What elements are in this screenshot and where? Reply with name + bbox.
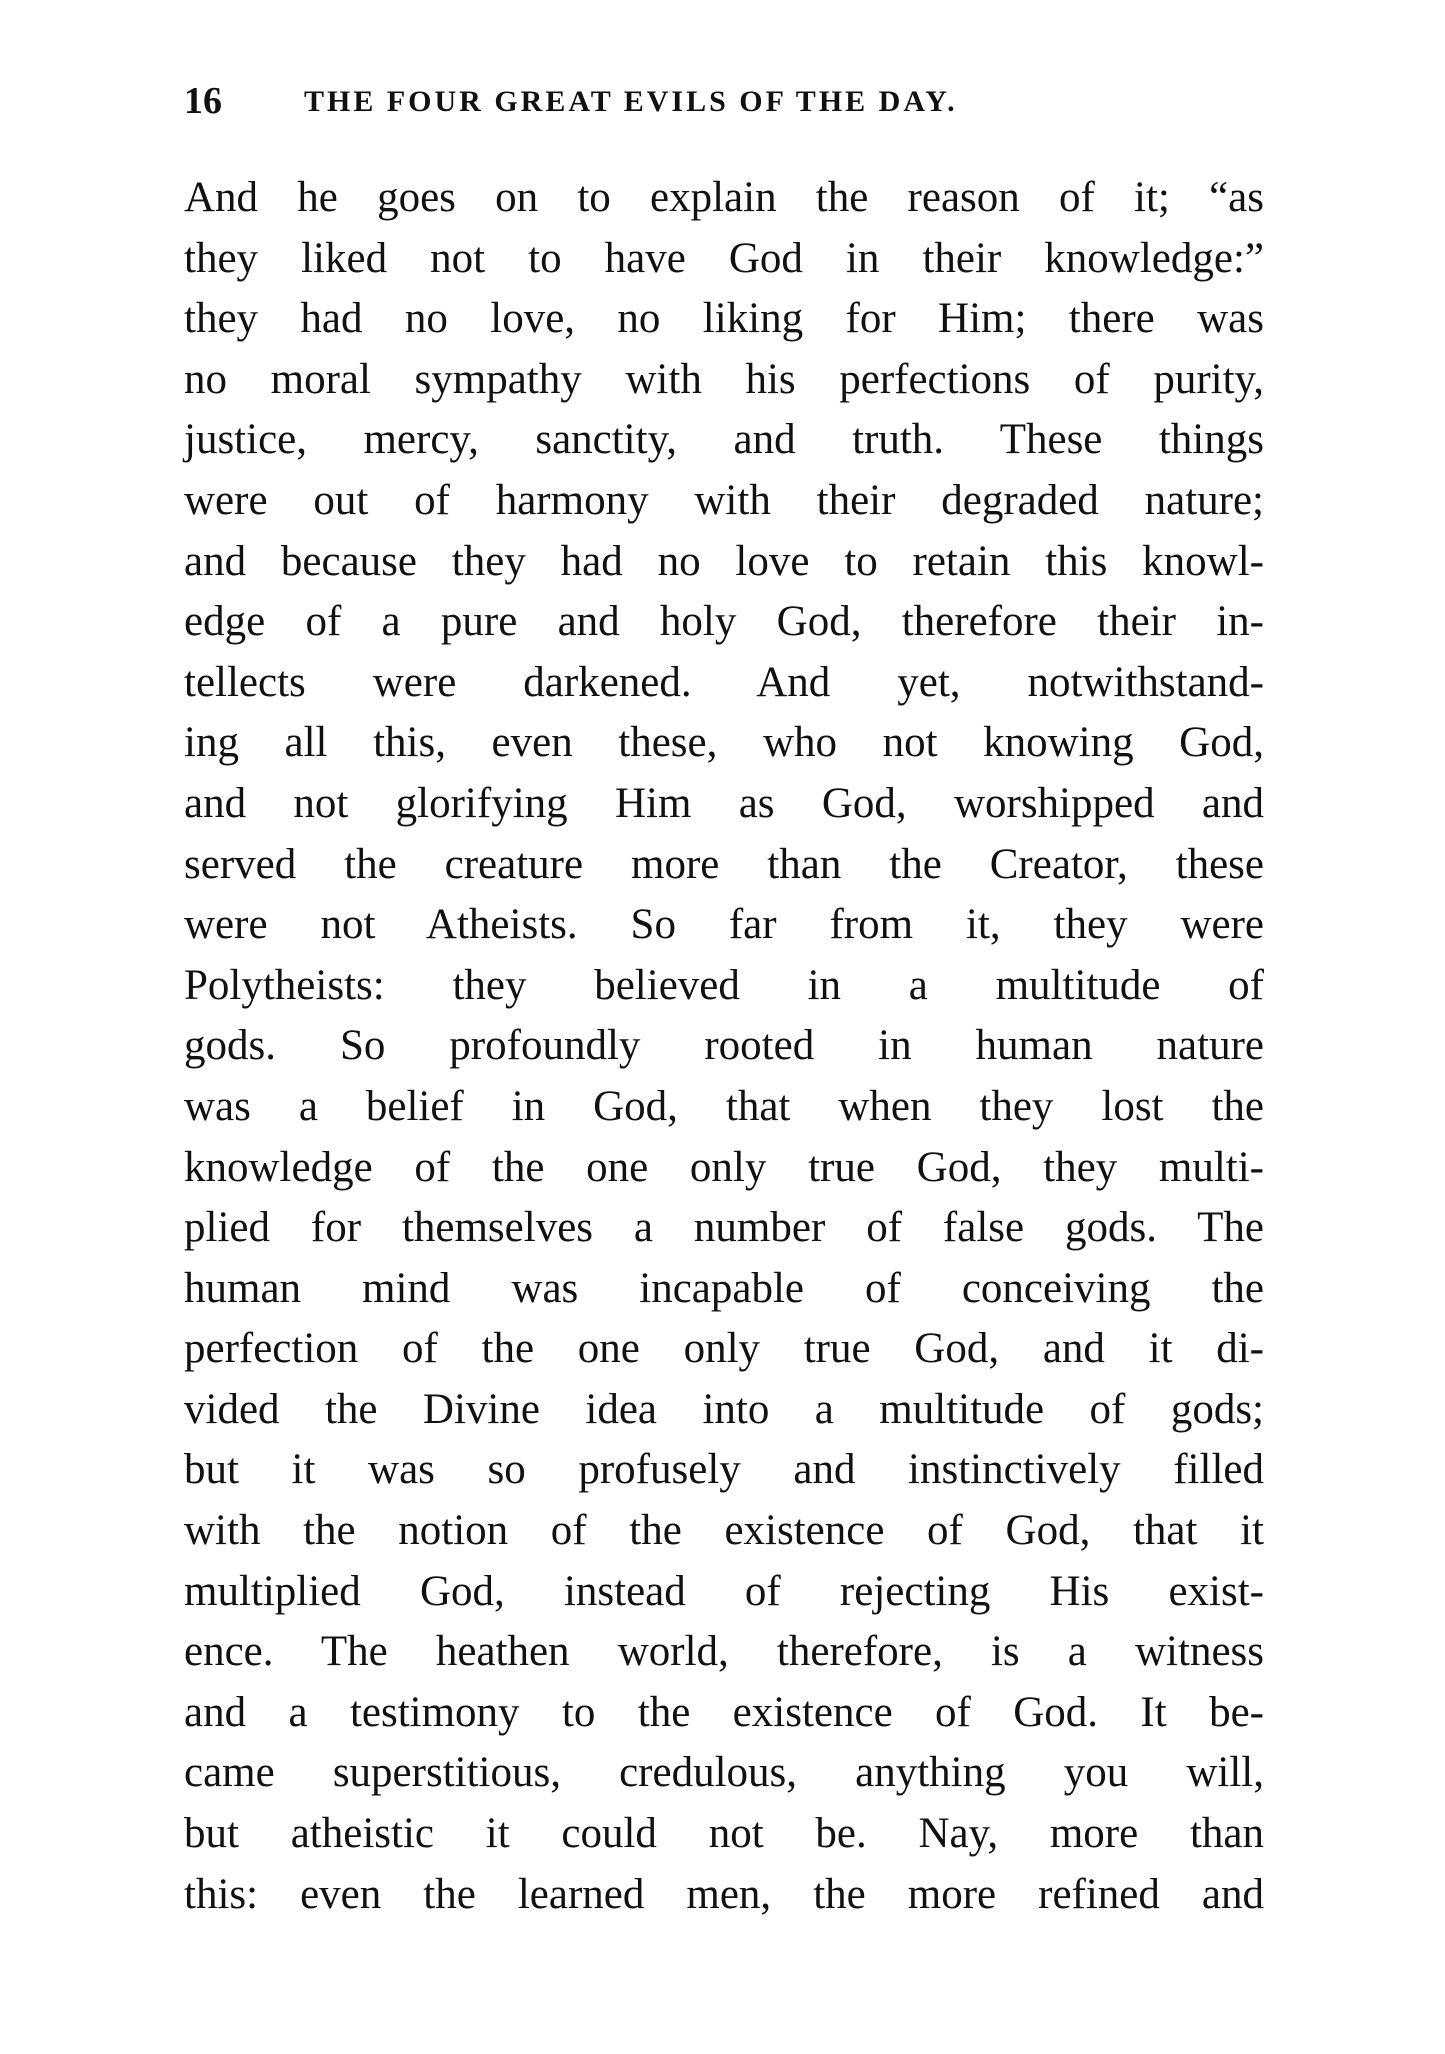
text-line: tellects were darkened. And yet, notwithstand- bbox=[184, 658, 1264, 706]
text-line: they liked not to have God in their knowledge:” bbox=[184, 234, 1264, 282]
text-line: ence. The heathen world, therefore, is a witness bbox=[184, 1628, 1264, 1676]
text-line: knowledge of the one only true God, they multi- bbox=[184, 1143, 1264, 1191]
text-line: and not glorifying Him as God, worshipped and bbox=[184, 779, 1264, 827]
text-line: but atheistic it could not be. Nay, more than bbox=[184, 1810, 1264, 1858]
text-line: they had no love, no liking for Him; there was bbox=[184, 295, 1264, 343]
page-number: 16 bbox=[184, 80, 222, 122]
text-line: was a belief in God, that when they lost the bbox=[184, 1082, 1264, 1130]
text-line: came superstitious, credulous, anything you will, bbox=[184, 1749, 1264, 1797]
text-line: ing all this, even these, who not knowing God, bbox=[184, 719, 1264, 767]
text-line: with the notion of the existence of God, that it bbox=[184, 1507, 1264, 1555]
text-line: plied for themselves a number of false gods. The bbox=[184, 1204, 1264, 1252]
text-line: were not Atheists. So far from it, they were bbox=[184, 901, 1264, 949]
text-line: but it was so profusely and instinctively filled bbox=[184, 1446, 1264, 1494]
text-line: and because they had no love to retain this knowl- bbox=[184, 537, 1264, 585]
text-line: And he goes on to explain the reason of it; “as bbox=[184, 174, 1264, 221]
text-line: served the creature more than the Creator, these bbox=[184, 840, 1264, 888]
text-line: this: even the learned men, the more refined and bbox=[184, 1870, 1264, 1918]
text-line: justice, mercy, sanctity, and truth. These things bbox=[184, 416, 1264, 464]
text-line: multiplied God, instead of rejecting His exist- bbox=[184, 1567, 1264, 1615]
text-line: vided the Divine idea into a multitude of gods; bbox=[184, 1385, 1264, 1433]
text-line: perfection of the one only true God, and it di- bbox=[184, 1325, 1264, 1373]
text-line: edge of a pure and holy God, therefore their in- bbox=[184, 598, 1264, 646]
text-line: no moral sympathy with his perfections of purity, bbox=[184, 355, 1264, 403]
text-line: Polytheists: they believed in a multitude of bbox=[184, 961, 1264, 1009]
text-line: human mind was incapable of conceiving the bbox=[184, 1264, 1264, 1312]
text-line: gods. So profoundly rooted in human nature bbox=[184, 1022, 1264, 1070]
body-text bbox=[184, 168, 1264, 1925]
text-line: were out of harmony with their degraded nature; bbox=[184, 476, 1264, 524]
text-line: and a testimony to the existence of God. It be- bbox=[184, 1688, 1264, 1736]
running-head bbox=[184, 76, 1264, 126]
running-title: THE FOUR GREAT EVILS OF THE DAY. bbox=[304, 85, 958, 118]
